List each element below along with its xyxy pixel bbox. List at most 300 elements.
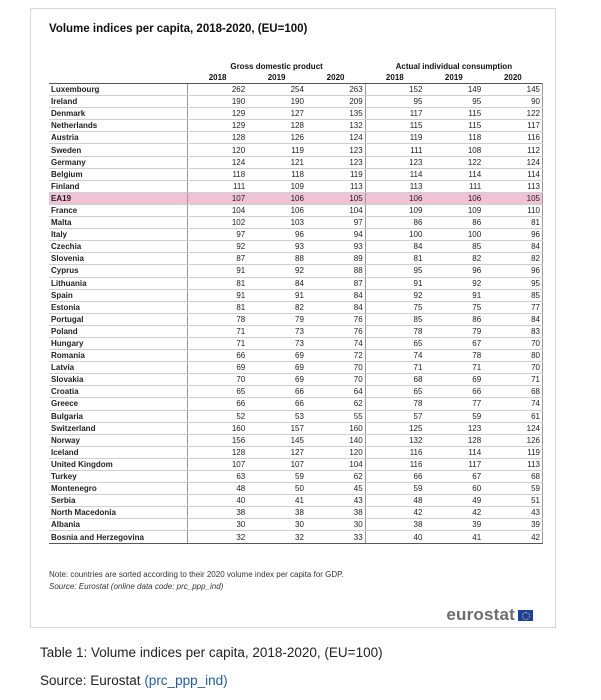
country-cell: Norway [49, 434, 188, 446]
value-cell: 75 [424, 301, 483, 313]
value-cell: 66 [365, 471, 424, 483]
value-cell: 59 [424, 410, 483, 422]
value-cell: 69 [247, 374, 306, 386]
value-cell: 68 [483, 471, 542, 483]
value-cell: 120 [188, 144, 247, 156]
value-cell: 105 [483, 192, 542, 204]
value-cell: 81 [188, 277, 247, 289]
value-cell: 115 [424, 108, 483, 120]
value-cell: 40 [365, 531, 424, 543]
value-cell: 128 [188, 446, 247, 458]
value-cell: 111 [365, 144, 424, 156]
country-cell: Hungary [49, 337, 188, 349]
value-cell: 97 [188, 229, 247, 241]
value-cell: 115 [424, 120, 483, 132]
year-header: 2018 [208, 73, 227, 82]
value-cell: 254 [247, 84, 306, 96]
value-cell: 120 [306, 446, 365, 458]
country-cell: United Kingdom [49, 458, 188, 470]
value-cell: 88 [306, 265, 365, 277]
table-row [49, 192, 543, 204]
value-cell: 92 [188, 241, 247, 253]
value-cell: 92 [247, 265, 306, 277]
value-cell: 81 [483, 217, 542, 229]
value-cell: 123 [306, 144, 365, 156]
value-cell: 39 [483, 519, 542, 531]
value-cell: 78 [365, 325, 424, 337]
value-cell: 42 [424, 507, 483, 519]
table-row [49, 495, 543, 507]
value-cell: 95 [365, 96, 424, 108]
table-row [49, 204, 543, 216]
value-cell: 124 [483, 422, 542, 434]
value-cell: 96 [483, 229, 542, 241]
value-cell: 57 [365, 410, 424, 422]
value-cell: 106 [365, 192, 424, 204]
value-cell: 88 [247, 253, 306, 265]
value-cell: 96 [247, 229, 306, 241]
table-row [49, 253, 543, 265]
value-cell: 50 [247, 483, 306, 495]
value-cell: 78 [424, 350, 483, 362]
country-cell: France [49, 204, 188, 216]
value-cell: 66 [247, 398, 306, 410]
country-cell: Czechia [49, 241, 188, 253]
value-cell: 104 [306, 458, 365, 470]
value-cell: 190 [247, 96, 306, 108]
country-cell: Serbia [49, 495, 188, 507]
value-cell: 73 [247, 325, 306, 337]
table-row [49, 325, 543, 337]
value-cell: 104 [188, 204, 247, 216]
eu-flag-icon [518, 610, 533, 621]
country-cell: North Macedonia [49, 507, 188, 519]
caption-source [40, 673, 228, 688]
table-row [49, 446, 543, 458]
value-cell: 128 [424, 434, 483, 446]
value-cell: 85 [483, 289, 542, 301]
value-cell: 157 [247, 422, 306, 434]
value-cell: 106 [247, 192, 306, 204]
country-cell: Slovakia [49, 374, 188, 386]
value-cell: 83 [483, 325, 542, 337]
value-cell: 135 [306, 108, 365, 120]
value-cell: 30 [188, 519, 247, 531]
value-cell: 66 [188, 398, 247, 410]
volume-indices-table [49, 61, 543, 544]
value-cell: 93 [247, 241, 306, 253]
value-cell: 110 [483, 204, 542, 216]
value-cell: 87 [306, 277, 365, 289]
value-cell: 86 [424, 217, 483, 229]
value-cell: 59 [483, 483, 542, 495]
value-cell: 79 [424, 325, 483, 337]
value-cell: 32 [247, 531, 306, 543]
value-cell: 77 [483, 301, 542, 313]
value-cell: 45 [306, 483, 365, 495]
table-row [49, 144, 543, 156]
value-cell: 140 [306, 434, 365, 446]
value-cell: 40 [188, 495, 247, 507]
value-cell: 69 [247, 350, 306, 362]
value-cell: 91 [365, 277, 424, 289]
value-cell: 41 [424, 531, 483, 543]
value-cell: 67 [424, 471, 483, 483]
value-cell: 119 [306, 168, 365, 180]
value-cell: 102 [188, 217, 247, 229]
value-cell: 51 [483, 495, 542, 507]
value-cell: 124 [188, 156, 247, 168]
value-cell: 38 [365, 519, 424, 531]
value-cell: 82 [247, 301, 306, 313]
value-cell: 48 [365, 495, 424, 507]
value-cell: 123 [306, 156, 365, 168]
value-cell: 86 [365, 217, 424, 229]
value-cell: 42 [483, 531, 542, 543]
table-row [49, 156, 543, 168]
value-cell: 123 [424, 422, 483, 434]
country-cell: Sweden [49, 144, 188, 156]
table-row [49, 422, 543, 434]
value-cell: 100 [365, 229, 424, 241]
country-cell: Greece [49, 398, 188, 410]
value-cell: 69 [188, 362, 247, 374]
country-cell: Lithuania [49, 277, 188, 289]
table-row [49, 531, 543, 543]
value-cell: 38 [188, 507, 247, 519]
value-cell: 128 [188, 132, 247, 144]
country-cell: Poland [49, 325, 188, 337]
value-cell: 48 [188, 483, 247, 495]
value-cell: 62 [306, 471, 365, 483]
year-header: 2020 [503, 73, 522, 82]
table-row [49, 84, 543, 96]
value-cell: 94 [306, 229, 365, 241]
country-cell: Denmark [49, 108, 188, 120]
value-cell: 69 [247, 362, 306, 374]
value-cell: 43 [306, 495, 365, 507]
table-row [49, 120, 543, 132]
value-cell: 71 [188, 337, 247, 349]
country-cell: Estonia [49, 301, 188, 313]
country-cell: Turkey [49, 471, 188, 483]
value-cell: 74 [306, 337, 365, 349]
value-cell: 84 [306, 301, 365, 313]
country-cell: EA19 [49, 192, 188, 204]
table-row [49, 301, 543, 313]
country-cell: Croatia [49, 386, 188, 398]
value-cell: 76 [306, 325, 365, 337]
country-cell: Luxembourg [49, 84, 188, 96]
value-cell: 78 [188, 313, 247, 325]
value-cell: 86 [424, 313, 483, 325]
country-cell: Spain [49, 289, 188, 301]
value-cell: 55 [306, 410, 365, 422]
value-cell: 119 [483, 446, 542, 458]
value-cell: 100 [424, 229, 483, 241]
table-row [49, 241, 543, 253]
value-cell: 104 [306, 204, 365, 216]
table-row [49, 350, 543, 362]
table-row [49, 410, 543, 422]
country-cell: Austria [49, 132, 188, 144]
value-cell: 30 [247, 519, 306, 531]
value-cell: 32 [188, 531, 247, 543]
value-cell: 145 [247, 434, 306, 446]
value-cell: 118 [247, 168, 306, 180]
table-body [49, 84, 543, 544]
value-cell: 107 [188, 192, 247, 204]
table-row [49, 471, 543, 483]
value-cell: 112 [483, 144, 542, 156]
value-cell: 74 [483, 398, 542, 410]
value-cell: 70 [306, 374, 365, 386]
logo-text: eurostat [446, 605, 515, 624]
value-cell: 160 [188, 422, 247, 434]
table-caption: Table 1: Volume indices per capita, 2018-2020, (EU=100) [40, 645, 383, 660]
value-cell: 84 [483, 241, 542, 253]
value-cell: 127 [247, 108, 306, 120]
value-cell: 38 [306, 507, 365, 519]
value-cell: 132 [365, 434, 424, 446]
value-cell: 123 [365, 156, 424, 168]
value-cell: 160 [306, 422, 365, 434]
value-cell: 42 [365, 507, 424, 519]
value-cell: 66 [247, 386, 306, 398]
value-cell: 60 [424, 483, 483, 495]
table-row [49, 229, 543, 241]
value-cell: 90 [483, 96, 542, 108]
country-cell: Romania [49, 350, 188, 362]
country-cell: Latvia [49, 362, 188, 374]
value-cell: 127 [247, 446, 306, 458]
value-cell: 85 [424, 241, 483, 253]
value-cell: 190 [188, 96, 247, 108]
table-row [49, 374, 543, 386]
table-row [49, 132, 543, 144]
table-row [49, 337, 543, 349]
source-link[interactable]: (prc_ppp_ind) [144, 673, 228, 688]
value-cell: 116 [365, 446, 424, 458]
value-cell: 114 [483, 168, 542, 180]
value-cell: 113 [306, 180, 365, 192]
value-cell: 67 [424, 337, 483, 349]
value-cell: 64 [306, 386, 365, 398]
value-cell: 43 [483, 507, 542, 519]
value-cell: 74 [365, 350, 424, 362]
value-cell: 262 [188, 84, 247, 96]
value-cell: 66 [424, 386, 483, 398]
caption-source-prefix: Source: Eurostat [40, 673, 145, 688]
value-cell: 91 [188, 265, 247, 277]
table-row [49, 313, 543, 325]
value-cell: 97 [306, 217, 365, 229]
value-cell: 113 [365, 180, 424, 192]
year-header: 2020 [326, 73, 345, 82]
value-cell: 132 [306, 120, 365, 132]
country-cell: Malta [49, 217, 188, 229]
value-cell: 61 [483, 410, 542, 422]
gdp-group-header: Gross domestic product [230, 62, 323, 71]
country-cell: Belgium [49, 168, 188, 180]
value-cell: 41 [247, 495, 306, 507]
value-cell: 113 [483, 180, 542, 192]
value-cell: 73 [247, 337, 306, 349]
value-cell: 84 [247, 277, 306, 289]
value-cell: 92 [424, 277, 483, 289]
value-cell: 78 [365, 398, 424, 410]
value-cell: 107 [188, 458, 247, 470]
value-cell: 38 [247, 507, 306, 519]
country-cell: Albania [49, 519, 188, 531]
value-cell: 117 [424, 458, 483, 470]
value-cell: 92 [365, 289, 424, 301]
table-row [49, 265, 543, 277]
table-row [49, 108, 543, 120]
table-row [49, 398, 543, 410]
value-cell: 149 [424, 84, 483, 96]
value-cell: 128 [247, 120, 306, 132]
value-cell: 109 [424, 204, 483, 216]
value-cell: 68 [365, 374, 424, 386]
value-cell: 65 [365, 386, 424, 398]
value-cell: 65 [188, 386, 247, 398]
table-row [49, 362, 543, 374]
value-cell: 70 [483, 362, 542, 374]
value-cell: 152 [365, 84, 424, 96]
source-note: Source: Eurostat (online data code: prc_ppp_ind) [49, 582, 224, 591]
table-row [49, 483, 543, 495]
value-cell: 156 [188, 434, 247, 446]
value-cell: 209 [306, 96, 365, 108]
value-cell: 59 [247, 471, 306, 483]
value-cell: 124 [483, 156, 542, 168]
figure-title: Volume indices per capita, 2018-2020, (EU=100) [49, 23, 308, 35]
value-cell: 125 [365, 422, 424, 434]
value-cell: 122 [424, 156, 483, 168]
value-cell: 89 [306, 253, 365, 265]
table-row [49, 277, 543, 289]
value-cell: 53 [247, 410, 306, 422]
value-cell: 66 [188, 350, 247, 362]
table-note [49, 569, 344, 593]
value-cell: 119 [247, 144, 306, 156]
value-cell: 108 [424, 144, 483, 156]
eurostat-logo [446, 605, 533, 625]
table-row [49, 434, 543, 446]
year-header: 2018 [385, 73, 404, 82]
table-row [49, 180, 543, 192]
value-cell: 62 [306, 398, 365, 410]
value-cell: 49 [424, 495, 483, 507]
country-cell: Switzerland [49, 422, 188, 434]
value-cell: 91 [247, 289, 306, 301]
value-cell: 111 [424, 180, 483, 192]
value-cell: 84 [365, 241, 424, 253]
country-cell: Finland [49, 180, 188, 192]
value-cell: 109 [247, 180, 306, 192]
value-cell: 115 [365, 120, 424, 132]
value-cell: 117 [483, 120, 542, 132]
value-cell: 145 [483, 84, 542, 96]
value-cell: 71 [483, 374, 542, 386]
value-cell: 84 [483, 313, 542, 325]
value-cell: 95 [424, 96, 483, 108]
value-cell: 70 [188, 374, 247, 386]
note-text: Note: countries are sorted according to their 2020 volume index per capita for GDP. [49, 570, 344, 579]
value-cell: 122 [483, 108, 542, 120]
value-cell: 109 [365, 204, 424, 216]
value-cell: 91 [188, 289, 247, 301]
value-cell: 96 [483, 265, 542, 277]
country-cell: Bulgaria [49, 410, 188, 422]
value-cell: 81 [365, 253, 424, 265]
value-cell: 59 [365, 483, 424, 495]
table-row [49, 386, 543, 398]
value-cell: 68 [483, 386, 542, 398]
value-cell: 81 [188, 301, 247, 313]
value-cell: 117 [365, 108, 424, 120]
value-cell: 103 [247, 217, 306, 229]
value-cell: 116 [483, 132, 542, 144]
value-cell: 113 [483, 458, 542, 470]
value-cell: 72 [306, 350, 365, 362]
value-cell: 71 [365, 362, 424, 374]
country-cell: Italy [49, 229, 188, 241]
country-cell: Netherlands [49, 120, 188, 132]
value-cell: 114 [424, 446, 483, 458]
country-cell: Germany [49, 156, 188, 168]
value-cell: 30 [306, 519, 365, 531]
value-cell: 85 [365, 313, 424, 325]
value-cell: 82 [483, 253, 542, 265]
value-cell: 118 [188, 168, 247, 180]
year-header: 2019 [267, 73, 286, 82]
country-cell: Iceland [49, 446, 188, 458]
value-cell: 71 [188, 325, 247, 337]
table-row [49, 96, 543, 108]
value-cell: 87 [188, 253, 247, 265]
value-cell: 111 [188, 180, 247, 192]
table-row [49, 168, 543, 180]
value-cell: 33 [306, 531, 365, 543]
value-cell: 107 [247, 458, 306, 470]
value-cell: 129 [188, 108, 247, 120]
country-cell: Ireland [49, 96, 188, 108]
country-cell: Cyprus [49, 265, 188, 277]
country-header [49, 61, 188, 72]
value-cell: 76 [306, 313, 365, 325]
value-cell: 95 [483, 277, 542, 289]
value-cell: 39 [424, 519, 483, 531]
table-row [49, 289, 543, 301]
value-cell: 116 [365, 458, 424, 470]
value-cell: 126 [483, 434, 542, 446]
value-cell: 118 [424, 132, 483, 144]
value-cell: 91 [424, 289, 483, 301]
year-header: 2019 [444, 73, 463, 82]
value-cell: 80 [483, 350, 542, 362]
country-cell: Portugal [49, 313, 188, 325]
value-cell: 52 [188, 410, 247, 422]
country-cell: Bosnia and Herzegovina [49, 531, 188, 543]
value-cell: 75 [365, 301, 424, 313]
value-cell: 96 [424, 265, 483, 277]
value-cell: 63 [188, 471, 247, 483]
value-cell: 93 [306, 241, 365, 253]
value-cell: 70 [306, 362, 365, 374]
value-cell: 65 [365, 337, 424, 349]
